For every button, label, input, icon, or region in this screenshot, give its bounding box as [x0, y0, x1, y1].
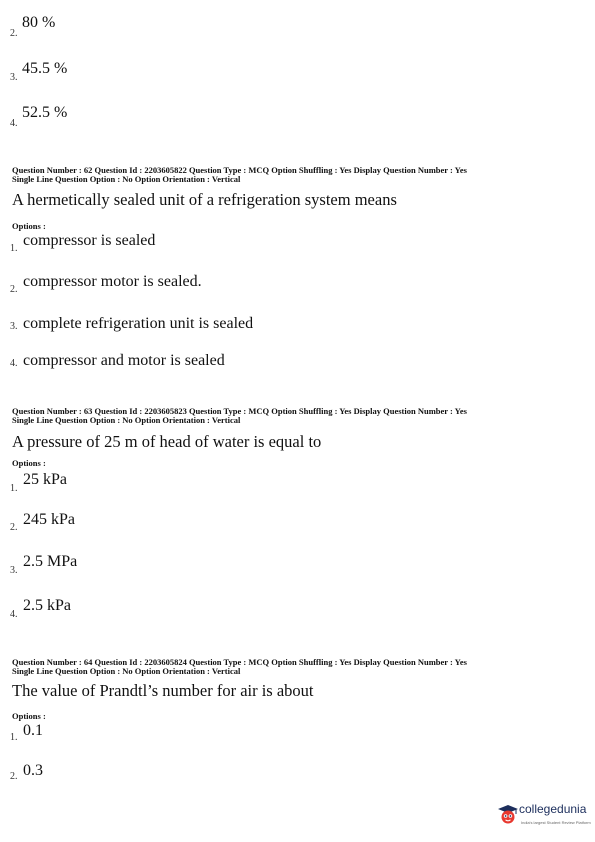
question-meta-line: Single Line Question Option : No Option Orientation : Vertical	[12, 415, 241, 425]
options-label: Options :	[12, 458, 46, 468]
option-text: 2.5 kPa	[23, 597, 71, 614]
option-number: 4.	[10, 118, 18, 129]
option-number: 3.	[10, 72, 18, 83]
question-text: A hermetically sealed unit of a refrigeration system means	[12, 190, 397, 209]
option-text: 0.1	[23, 722, 43, 739]
logo-tagline: India's largest Student Review Platform	[521, 820, 591, 825]
collegedunia-logo[interactable]	[497, 800, 589, 832]
option-number: 4.	[10, 358, 18, 369]
question-meta-line: Single Line Question Option : No Option Orientation : Vertical	[12, 666, 241, 676]
option-number: 3.	[10, 321, 18, 332]
option-text: compressor motor is sealed.	[23, 273, 202, 290]
logo-wordmark: collegedunia	[519, 802, 587, 816]
question-meta	[12, 166, 467, 184]
option-number: 1.	[10, 243, 18, 254]
option-text: compressor is sealed	[23, 232, 156, 249]
question-meta-line: Question Number : 62 Question Id : 2203605822 Question Type : MCQ Option Shuffling : Yes Display Question Number : Yes	[12, 165, 467, 175]
option-number: 2.	[10, 522, 18, 533]
question-text: A pressure of 25 m of head of water is equal to	[12, 432, 322, 451]
option-text: 2.5 MPa	[23, 553, 78, 570]
question-meta-line: Question Number : 64 Question Id : 2203605824 Question Type : MCQ Option Shuffling : Yes Display Question Number : Yes	[12, 657, 467, 667]
option-text: 45.5 %	[22, 60, 68, 77]
option-number: 2.	[10, 284, 18, 295]
option-number: 2.	[10, 28, 18, 39]
option-number: 1.	[10, 732, 18, 743]
option-text: compressor and motor is sealed	[23, 352, 225, 369]
option-number: 3.	[10, 565, 18, 576]
option-text: complete refrigeration unit is sealed	[23, 315, 254, 332]
question-text: The value of Prandtl’s number for air is about	[12, 681, 314, 700]
option-number: 2.	[10, 771, 18, 782]
option-text: 0.3	[23, 762, 43, 779]
option-text: 245 kPa	[23, 511, 75, 528]
option-text: 80 %	[22, 14, 56, 31]
graduate-mascot-icon	[497, 804, 519, 826]
option-number: 4.	[10, 609, 18, 620]
options-label: Options :	[12, 711, 46, 721]
option-text: 52.5 %	[22, 104, 68, 121]
options-label: Options :	[12, 221, 46, 231]
question-meta	[12, 407, 467, 425]
question-meta-line: Single Line Question Option : No Option Orientation : Vertical	[12, 174, 241, 184]
question-meta-line: Question Number : 63 Question Id : 2203605823 Question Type : MCQ Option Shuffling : Yes Display Question Number : Yes	[12, 406, 467, 416]
option-text: 25 kPa	[23, 471, 67, 488]
option-number: 1.	[10, 483, 18, 494]
question-meta	[12, 658, 467, 676]
